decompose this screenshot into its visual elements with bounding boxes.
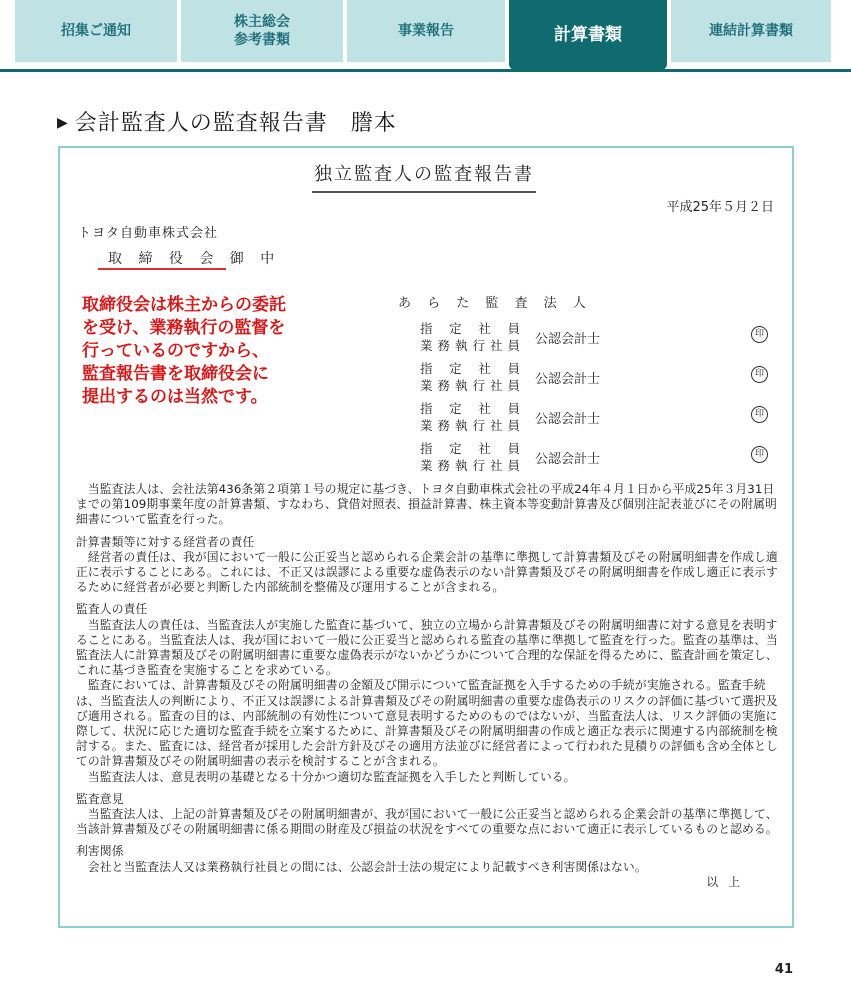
partner-signature [420, 360, 780, 398]
company-name: トヨタ自動車株式会社 [78, 226, 219, 241]
page-title [57, 106, 397, 137]
intro-paragraph: 当監査法人は、会社法第436条第２項第１号の規定に基づき、トヨタ自動車株式会社の平成24年４月１日から平成25年３月31日までの第109期事業年度の計算書類、すなわち、貸借対照表、損益計算書、株主資本等変動計算書及び個別注記表並びにその附属明細書について監査を行った。 [76, 482, 777, 527]
triangle-bullet-icon: ▶ [57, 115, 69, 131]
partner-title: 公認会計士 [535, 372, 601, 387]
tab-reference-documents[interactable]: 株主総会 参考書類 [181, 0, 343, 62]
paragraph: 当監査法人の責任は、当監査法人が実施した監査に基づいて、独立の立場から計算書類及びその附属明細書に対する意見を表明することにある。当監査法人は、我が国において一般に公正妥当と認められる監査の基準に準拠して監査を行った。監査の基準は、当監査法人に計算書類及びその附属明細書に重要な虚偽表示がないかどうかについて合理的な保証を得るために、監査計画を策定し、これに基づき監査を実施することを求めている。 [76, 617, 778, 678]
seal-icon: 印 [751, 366, 768, 383]
section-heading: 監査人の責任 [76, 602, 148, 617]
partner-signature [420, 400, 780, 438]
section-tabs [0, 0, 851, 72]
tab-divider [0, 69, 851, 72]
paragraph: 当監査法人は、意見表明の基礎となる十分かつ適切な監査証拠を入手したと判断している。 [87, 769, 576, 784]
tab-business-report[interactable]: 事業報告 [347, 0, 505, 62]
partner-role: 指定社員 業務執行社員 [420, 401, 520, 433]
partner-signature [420, 440, 780, 478]
audit-firm: あ ら た 監 査 法 人 [398, 296, 592, 311]
seal-icon: 印 [751, 446, 768, 463]
seal-icon: 印 [751, 406, 768, 423]
partner-title: 公認会計士 [535, 412, 601, 427]
seal-icon: 印 [751, 326, 768, 343]
partner-role: 指定社員 業務執行社員 [420, 321, 520, 353]
paragraph: 経営者の責任は、我が国において一般に公正妥当と認められる企業会計の基準に準拠して計算書類及びその附属明細書を作成し適正に表示することにある。これには、不正又は誤謬による重要な虚偽表示のない計算書類及びその附属明細書を作成し適正に表示するために経営者が必要と判断した内部統制を整備及び運用することが含まれる。 [76, 549, 778, 595]
paragraph: 会社と当監査法人又は業務執行社員との間には、公認会計士法の規定により記載すべき利害関係はない。 [87, 859, 647, 874]
section-heading: 計算書類等に対する経営者の責任 [76, 534, 255, 549]
tab-consolidated-statements[interactable]: 連結計算書類 [671, 0, 831, 62]
partner-title: 公認会計士 [535, 452, 601, 467]
partner-signature [420, 320, 780, 358]
annotation-note: 取締役会は株主からの委託 を受け、業務執行の監督を 行っているのですから、 監査報告書を取締役会に 提出するのは当然です。 [82, 295, 286, 407]
audit-report [58, 146, 794, 928]
partner-role: 指定社員 業務執行社員 [420, 361, 520, 393]
closing-mark: 以上 [706, 874, 750, 889]
report-title: 独立監査人の監査報告書 [312, 160, 536, 193]
red-underline [98, 268, 226, 270]
paragraph: 当監査法人は、上記の計算書類及びその附属明細書が、我が国において一般に公正妥当と認められる企業会計の基準に準拠して、当該計算書類及びその附属明細書に係る期間の財産及び損益の状況をすべての重要な点において適正に表示しているものと認める。 [76, 807, 778, 837]
section-heading: 利害関係 [76, 844, 124, 859]
section-heading: 監査意見 [76, 791, 124, 806]
addressee: 取 締 役 会 御 中 [108, 251, 281, 267]
tab-financial-statements[interactable]: 計算書類 [509, 0, 667, 70]
page-number: 41 [774, 962, 793, 977]
partner-title: 公認会計士 [535, 332, 601, 347]
paragraph: 監査においては、計算書類及びその附属明細書の金額及び開示について監査証拠を入手するための手続が実施される。監査手続は、当監査法人の判断により、不正又は誤謬による計算書類及びその附属明細書の重要な虚偽表示のリスクの評価に基づいて選択及び適用される。監査の目的は、内部統制の有効性について意見表明するためのものではないが、当監査法人は、リスク評価の実施に際して、状況に応じた適切な監査手続を立案するために、計算書類及びその附属明細書の作成と適正な表示に関連する内部統制を検討する。また、監査には、経営者が採用した会計方針及びその適用方法並びに経営者によって行われた見積りの評価も含め全体としての計算書類及びその附属明細書の表示を検討することが含まれる。 [76, 678, 778, 769]
partner-role: 指定社員 業務執行社員 [420, 441, 520, 473]
page-title-text: 会計監査人の監査報告書 謄本 [74, 111, 397, 136]
report-date: 平成25年５月２日 [666, 200, 774, 215]
report-body [76, 482, 780, 890]
tab-notice[interactable]: 招集ご通知 [15, 0, 177, 62]
